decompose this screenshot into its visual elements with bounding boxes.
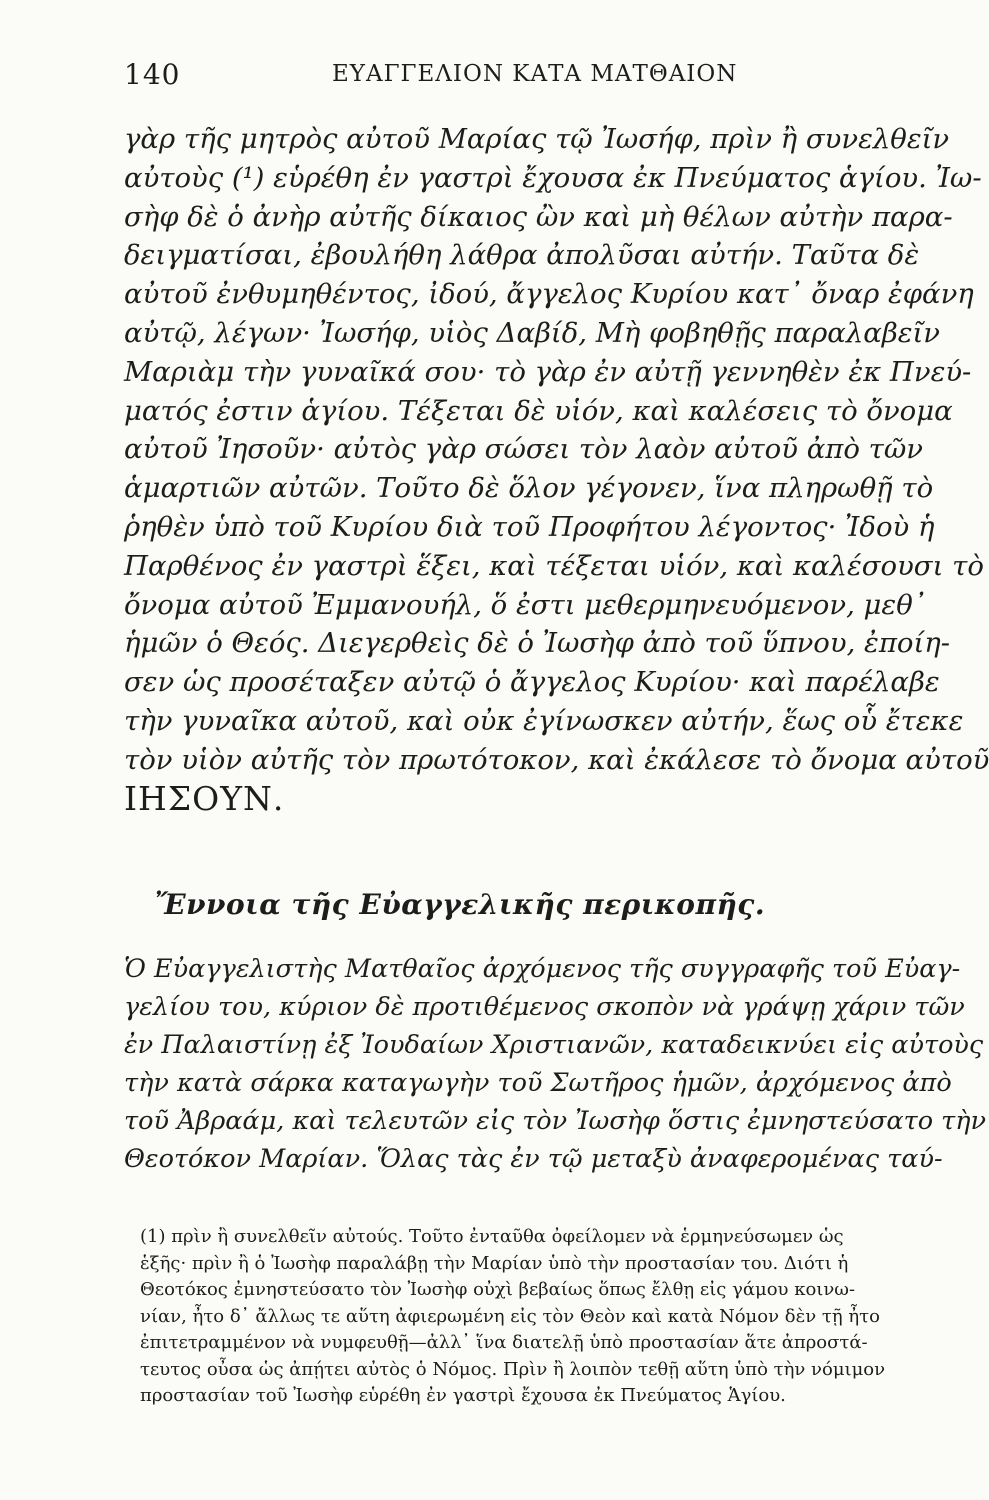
commentary-line: τοῦ Ἀβραάμ, καὶ τελευτῶν εἰς τὸν Ἰωσὴφ ὅστις ἐμνηστεύσατο τὴν [124,1106,987,1136]
footnote-line: (1) πρὶν ἢ συνελθεῖν αὐτούς. Τοῦτο ἐνταῦθα ὀφείλομεν νὰ ἑρμηνεύσωμεν ὡς [140,1226,844,1247]
running-head: ΕΥΑΓΓΕΛΙΟΝ ΚΑΤΑ ΜΑΤΘΑΙΟΝ [332,61,738,87]
commentary-line: ἐν Παλαιστίνῃ ἐξ Ἰουδαίων Χριστιανῶν, καταδεικνύει εἰς αὐτοὺς [124,1030,984,1060]
commentary-line: Ὁ Εὐαγγελιστὴς Ματθαῖος ἀρχόμενος τῆς συγγραφῆς τοῦ Εὐαγ- [124,954,961,984]
text-line: ματός ἐστιν ἁγίου. Τέξεται δὲ υἱόν, καὶ καλέσεις τὸ ὄνομα [124,394,953,427]
text-line: σεν ὡς προσέταξεν αὐτῷ ὁ ἄγγελος Κυρίου· καὶ παρέλαβε [124,666,940,699]
gospel-text [124,120,989,818]
footnote-line: προστασίαν τοῦ Ἰωσὴφ εὑρέθη ἐν γαστρὶ ἔχουσα ἐκ Πνεύματος Ἁγίου. [140,1385,786,1406]
commentary-line: Θεοτόκον Μαρίαν. Ὅλας τὰς ἐν τῷ μεταξὺ ἀναφερομένας ταύ- [124,1144,943,1174]
text-line: ῥηθὲν ὑπὸ τοῦ Κυρίου διὰ τοῦ Προφήτου λέγοντος· Ἰδοὺ ἡ [124,510,935,543]
text-line: αὐτοῦ ἐνθυμηθέντος, ἰδού, ἄγγελος Κυρίου κατ᾽ ὄναρ ἐφάνη [124,278,974,311]
page-number: 140 [124,58,181,91]
text-line: τὸν υἱὸν αὐτῆς τὸν πρωτότοκον, καὶ ἐκάλεσε τὸ ὄνομα αὐτοῦ [124,743,989,776]
text-line: δειγματίσαι, ἐβουλήθη λάθρα ἀπολῦσαι αὐτήν. Ταῦτα δὲ [124,239,920,272]
section-title: Ἔννοια τῆς Εὐαγγελικῆς περικοπῆς. [155,888,766,921]
text-line: ὄνομα αὐτοῦ Ἐμμανουήλ, ὅ ἐστι μεθερμηνευόμενον, μεθ᾽ [124,588,927,621]
commentary-line: γελίου του, κύριον δὲ προτιθέμενος σκοπὸν νὰ γράψῃ χάριν τῶν [124,992,965,1022]
text-line: σὴφ δὲ ὁ ἀνὴρ αὐτῆς δίκαιος ὢν καὶ μὴ θέλων αὐτὴν παρα- [124,200,953,233]
text-line: Παρθένος ἐν γαστρὶ ἕξει, καὶ τέξεται υἱόν, καὶ καλέσουσι τὸ [124,549,984,582]
text-line: γὰρ τῆς μητρὸς αὐτοῦ Μαρίας τῷ Ἰωσήφ, πρὶν ἢ συνελθεῖν [124,123,950,155]
commentary-line: τὴν κατὰ σάρκα καταγωγὴν τοῦ Σωτῆρος ἡμῶν, ἀρχόμενος ἀπὸ [124,1068,952,1098]
footnote-line: νίαν, ἦτο δ᾽ ἄλλως τε αὕτη ἀφιερωμένη εἰς τὸν Θεὸν καὶ κατὰ Νόμον δὲν τῇ ἦτο [140,1305,880,1327]
text-line: τὴν γυναῖκα αὐτοῦ, καὶ οὐκ ἐγίνωσκεν αὐτήν, ἕως οὗ ἔτεκε [124,704,964,737]
commentary-text [124,950,987,1178]
footnote-line: τευτος οὖσα ὡς ἀπῄτει αὐτὸς ὁ Νόμος. Πρὶν ἢ λοιπὸν τεθῇ αὕτη ὑπὸ τὴν νόμιμον [140,1358,886,1380]
footnote [140,1224,886,1410]
text-line: ἁμαρτιῶν αὐτῶν. Τοῦτο δὲ ὅλον γέγονεν, ἵνα πληρωθῇ τὸ [124,472,934,505]
page-header [124,58,824,92]
text-line: Μαριὰμ τὴν γυναῖκά σου· τὸ γὰρ ἐν αὐτῇ γεννηθὲν ἐκ Πνεύ- [124,355,972,388]
text-line: αὐτοῦ Ἰησοῦν· αὐτὸς γὰρ σώσει τὸν λαὸν αὐτοῦ ἀπὸ τῶν [124,433,923,466]
text-line: ἡμῶν ὁ Θεός. Διεγερθεὶς δὲ ὁ Ἰωσὴφ ἀπὸ τοῦ ὕπνου, ἐποίη- [124,627,950,660]
text-line: αὐτῷ, λέγων· Ἰωσήφ, υἱὸς Δαβίδ, Μὴ φοβηθῇς παραλαβεῖν [124,316,941,349]
footnote-line: Θεοτόκος ἐμνηστεύσατο τὸν Ἰωσὴφ οὐχὶ βεβαίως ὅπως ἔλθῃ εἰς γάμου κοινω- [140,1279,856,1300]
footnote-line: ἑξῆς· πρὶν ἢ ὁ Ἰωσὴφ παραλάβῃ τὴν Μαρίαν ὑπὸ τὴν προστασίαν του. Διότι ἡ [140,1252,849,1274]
text-line: αὐτοὺς (¹) εὑρέθη ἐν γαστρὶ ἔχουσα ἐκ Πνεύματος ἁγίου. Ἰω- [124,161,982,194]
footnote-line: ἐπιτετραμμένον νὰ νυμφευθῇ—ἀλλ᾽ ἵνα διατελῇ ὑπὸ προστασίαν ἅτε ἀπροστά- [140,1332,868,1353]
final-word: ΙΗΣΟΥΝ. [124,778,285,818]
